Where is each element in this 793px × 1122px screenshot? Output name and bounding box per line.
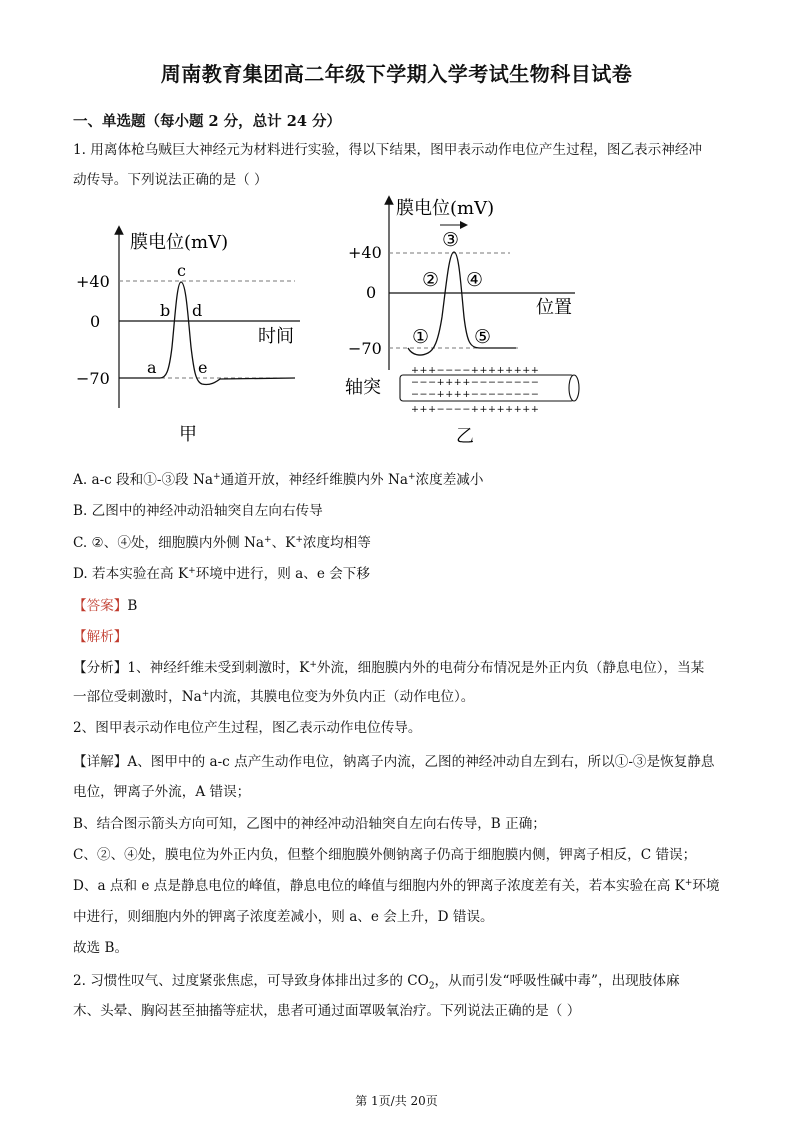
detail-line5: D、a 点和 e 点是静息电位的峰值，静息电位的峰值与细胞内外的钾离子浓度差有关，若本实验在高 K+环境 (73, 878, 720, 894)
yi-charge-inner-bottom: −−−++++−−−−−−−− (411, 389, 540, 400)
yi-marker-3: ③ (442, 229, 460, 251)
analysis-tag: 【解析】 (73, 629, 128, 645)
jia-point-e: e (198, 358, 208, 377)
yi-marker-4: ④ (466, 269, 484, 291)
yi-tick-neg70: −70 (348, 339, 382, 358)
q1-option-c: C. ②、④处，细胞膜内外侧 Na+、K+浓度均相等 (73, 535, 371, 551)
answer-tag: 【答案】 (73, 598, 128, 614)
yi-ylabel: 膜电位(mV) (396, 198, 495, 219)
answer-value: B (127, 598, 138, 614)
jia-point-d: d (192, 301, 203, 320)
figure-jia (70, 222, 310, 447)
jia-point-a: a (147, 358, 157, 377)
yi-xlabel: 位置 (536, 297, 572, 318)
q2-stem-line1: 2. 习惯性叹气、过度紧张焦虑，可导致身体排出过多的 $CO_2$，从而引发“呼吸性碱中毒”，出现肢体麻 (73, 973, 680, 992)
yi-charge-inner-top: −−−++++−−−−−−−− (411, 377, 540, 388)
jia-point-b: b (160, 301, 171, 320)
yi-charge-outer-top: +++−−−−++++++++ (411, 365, 540, 376)
analysis-line3: 2、图甲表示动作电位产生过程，图乙表示动作电位传导。 (73, 720, 422, 736)
yi-charge-outer-bottom: +++−−−−++++++++ (411, 404, 540, 415)
yi-tick-40: +40 (348, 243, 382, 262)
yi-marker-5: ⑤ (474, 326, 492, 348)
section-heading: 一、单选题（每小题 2 分，总计 24 分） (73, 113, 341, 130)
conclusion-line: 故选 B。 (73, 940, 129, 956)
jia-xlabel: 时间 (258, 326, 294, 347)
figure-yi (340, 192, 590, 452)
yi-tick-0: 0 (366, 283, 377, 302)
answer-line (73, 596, 137, 616)
q1-stem-line1: 1. 用离体枪乌贼巨大神经元为材料进行实验，得以下结果，图甲表示动作电位产生过程，图乙表示神经冲 (73, 142, 703, 158)
q1-stem-line2: 动传导。下列说法正确的是（ ） (73, 172, 268, 188)
jia-point-c: c (177, 261, 186, 280)
jia-caption: 甲 (179, 424, 197, 445)
q2-stem-line2: 木、头晕、胸闷甚至抽搐等症状，患者可通过面罩吸氧治疗。下列说法正确的是（ ） (73, 1003, 581, 1019)
detail-line6: 中进行，则细胞内外的钾离子浓度差减小，则 a、e 会上升，D 错误。 (73, 909, 494, 925)
detail-line1: 【详解】A、图甲中的 a-c 点产生动作电位，钠离子内流，乙图的神经冲动自左到右，所以①-③是恢复静息 (73, 754, 715, 770)
q1-option-d: D. 若本实验在高 K+环境中进行，则 a、e 会下移 (73, 566, 370, 582)
yi-caption: 乙 (456, 426, 474, 447)
detail-line2: 电位，钾离子外流，A 错误； (73, 784, 251, 800)
analysis-line1: 【分析】1、神经纤维未受到刺激时，K+外流，细胞膜内外的电荷分布情况是外正内负（静息电位），当某 (73, 660, 705, 676)
page-title: 周南教育集团高二年级下学期入学考试生物科目试卷 (160, 62, 633, 86)
yi-marker-1: ① (412, 326, 430, 348)
jia-tick-0: 0 (90, 312, 101, 331)
q1-option-b: B. 乙图中的神经冲动沿轴突自左向右传导 (73, 503, 323, 519)
detail-line3: B、结合图示箭头方向可知，乙图中的神经冲动沿轴突自左向右传导，B 正确； (73, 816, 546, 832)
jia-ylabel: 膜电位(mV) (130, 232, 229, 253)
jia-tick-neg70: −70 (76, 369, 110, 388)
jia-tick-40: +40 (76, 272, 110, 291)
yi-axon-label: 轴突 (345, 377, 381, 398)
q1-option-a: A. a-c 段和①-③段 Na+通道开放，神经纤维膜内外 Na+浓度差减小 (73, 472, 484, 488)
detail-line4: C、②、④处，膜电位为外正内负，但整个细胞膜外侧钠离子仍高于细胞膜内侧，钾离子相反，C 错误； (73, 847, 697, 863)
analysis-line2: 一部位受刺激时，Na+内流，其膜电位变为外负内正（动作电位）。 (73, 689, 475, 705)
yi-axon-end (569, 375, 579, 401)
yi-marker-2: ② (422, 269, 440, 291)
page-footer: 第 1页/共 20页 (355, 1094, 438, 1108)
